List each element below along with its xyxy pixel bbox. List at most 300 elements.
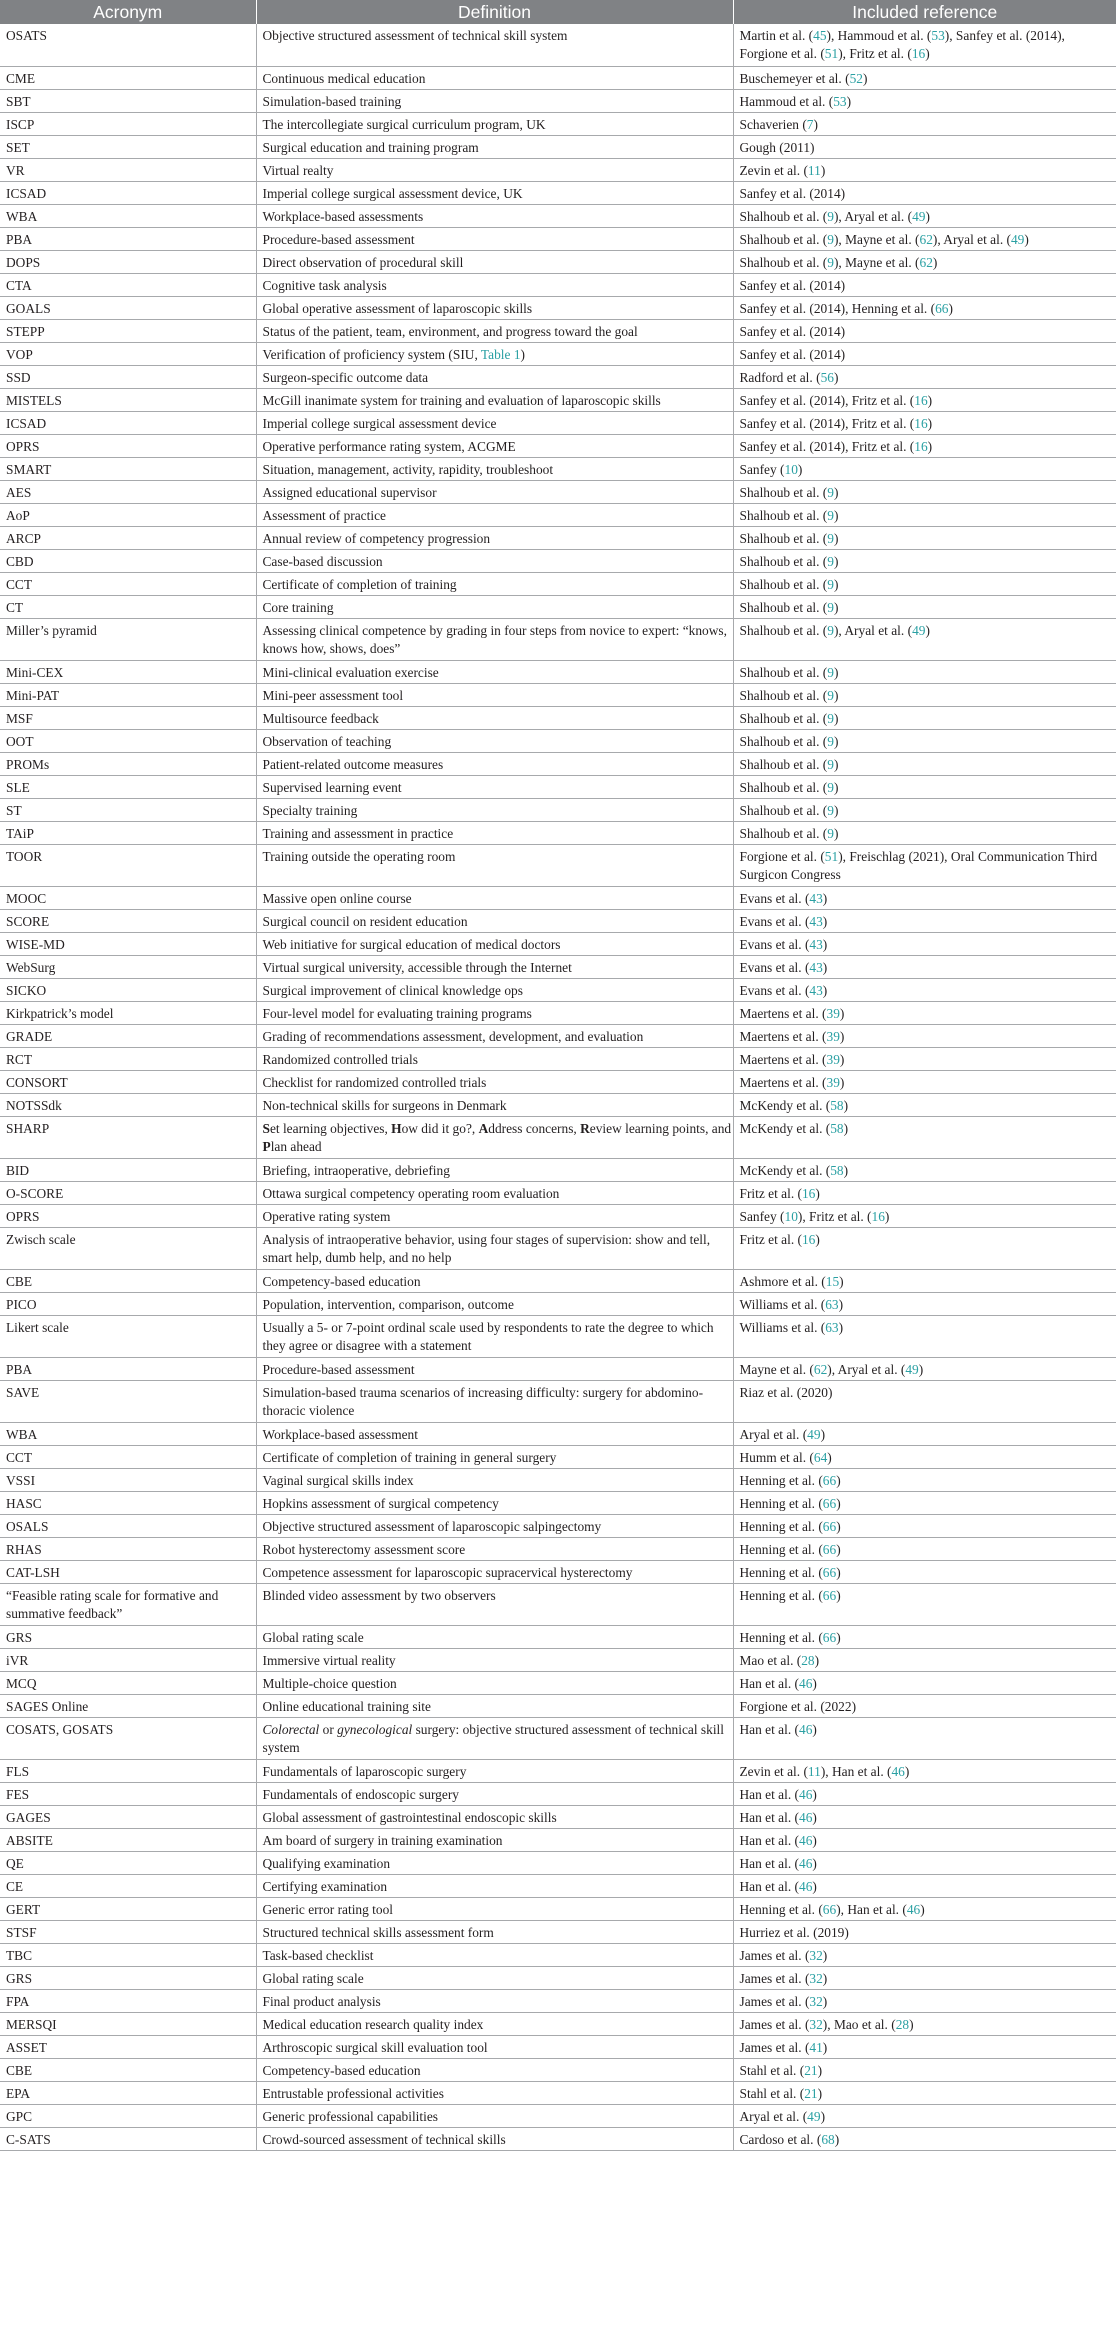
definition-cell: Certificate of completion of training: [256, 572, 733, 595]
citation-link[interactable]: 66: [822, 1629, 837, 1645]
table-row: [0, 1468, 1116, 1491]
citation-link[interactable]: 41: [809, 2039, 823, 2055]
reference-cell: James et al. (32), Mao et al. (28): [733, 2012, 1116, 2035]
reference-cell: Sanfey (10), Fritz et al. (16): [733, 1204, 1116, 1227]
table-row: [0, 1874, 1116, 1897]
reference-cell: Shalhoub et al. (9): [733, 549, 1116, 572]
reference-cell: Shalhoub et al. (9): [733, 526, 1116, 549]
reference-cell: James et al. (32): [733, 1989, 1116, 2012]
definition-cell: Certifying examination: [256, 1874, 733, 1897]
table-row: [0, 1782, 1116, 1805]
acronym-cell: QE: [0, 1851, 256, 1874]
table-row: [0, 821, 1116, 844]
reference-cell: Shalhoub et al. (9): [733, 660, 1116, 683]
definition-cell: Verification of proficiency system (SIU, Table 1): [256, 342, 733, 365]
citation-link[interactable]: 21: [804, 2062, 818, 2078]
definition-cell: Mini-clinical evaluation exercise: [256, 660, 733, 683]
table-row: [0, 526, 1116, 549]
citation-link[interactable]: 66: [822, 1587, 837, 1603]
reference-cell: Williams et al. (63): [733, 1315, 1116, 1357]
definition-cell: Final product analysis: [256, 1989, 733, 2012]
citation-link[interactable]: 49: [807, 2108, 821, 2124]
acronym-cell: ICSAD: [0, 181, 256, 204]
definition-cell: Randomized controlled trials: [256, 1047, 733, 1070]
citation-link[interactable]: 32: [809, 1947, 823, 1963]
definition-cell: Observation of teaching: [256, 729, 733, 752]
table-row: [0, 1315, 1116, 1357]
citation-link[interactable]: 49: [1010, 231, 1025, 247]
table-row: [0, 411, 1116, 434]
acronym-cell: OPRS: [0, 1204, 256, 1227]
citation-link[interactable]: 16: [914, 415, 928, 431]
citation-link[interactable]: 9: [827, 530, 834, 546]
definition-cell: Procedure-based assessment: [256, 1357, 733, 1380]
definition-cell: Structured technical skills assessment form: [256, 1920, 733, 1943]
acronym-cell: TOOR: [0, 844, 256, 886]
table-row: [0, 1292, 1116, 1315]
definition-cell: Colorectal or gynecological surgery: objective structured assessment of technical skill system: [256, 1717, 733, 1759]
acronym-cell: SMART: [0, 457, 256, 480]
definition-cell: Surgeon-specific outcome data: [256, 365, 733, 388]
reference-cell: Shalhoub et al. (9), Aryal et al. (49): [733, 618, 1116, 660]
reference-cell: Henning et al. (66): [733, 1583, 1116, 1625]
citation-link[interactable]: 9: [827, 825, 834, 841]
header-row: [0, 0, 1116, 24]
citation-link[interactable]: 9: [827, 553, 834, 569]
reference-cell: Riaz et al. (2020): [733, 1380, 1116, 1422]
definition-cell: Arthroscopic surgical skill evaluation tool: [256, 2035, 733, 2058]
reference-cell: McKendy et al. (58): [733, 1158, 1116, 1181]
table-row: [0, 1204, 1116, 1227]
definition-cell: Grading of recommendations assessment, development, and evaluation: [256, 1024, 733, 1047]
citation-link[interactable]: 9: [827, 779, 834, 795]
acronym-cell: CT: [0, 595, 256, 618]
acronym-cell: C-SATS: [0, 2127, 256, 2150]
table-row: [0, 2104, 1116, 2127]
definition-cell: Global operative assessment of laparoscopic skills: [256, 296, 733, 319]
definition-cell: Multiple-choice question: [256, 1671, 733, 1694]
citation-link[interactable]: 66: [822, 1518, 837, 1534]
reference-cell: Han et al. (46): [733, 1828, 1116, 1851]
table-row: [0, 227, 1116, 250]
table-row: [0, 250, 1116, 273]
acronym-cell: “Feasible rating scale for formative and summative feedback”: [0, 1583, 256, 1625]
citation-link[interactable]: 9: [827, 622, 834, 638]
acronym-cell: Miller’s pyramid: [0, 618, 256, 660]
citation-link[interactable]: 16: [914, 438, 928, 454]
table-row: [0, 932, 1116, 955]
acronym-cell: CBE: [0, 1269, 256, 1292]
citation-link[interactable]: 16: [871, 1208, 885, 1224]
reference-cell: Sanfey et al. (2014): [733, 342, 1116, 365]
definition-cell: Online educational training site: [256, 1694, 733, 1717]
reference-cell: Sanfey et al. (2014): [733, 273, 1116, 296]
table-row: [0, 1560, 1116, 1583]
citation-link[interactable]: 66: [822, 1541, 837, 1557]
definition-cell: Fundamentals of laparoscopic surgery: [256, 1759, 733, 1782]
reference-cell: Maertens et al. (39): [733, 1024, 1116, 1047]
header-definition: Definition: [256, 0, 733, 24]
definition-cell: Usually a 5- or 7-point ordinal scale used by respondents to rate the degree to which they agree or disagree with a statement: [256, 1315, 733, 1357]
acronym-cell: Mini-PAT: [0, 683, 256, 706]
definition-cell: Training and assessment in practice: [256, 821, 733, 844]
citation-link[interactable]: 53: [833, 93, 847, 109]
definition-cell: Multisource feedback: [256, 706, 733, 729]
definition-cell: Workplace-based assessment: [256, 1422, 733, 1445]
definition-cell: Medical education research quality index: [256, 2012, 733, 2035]
citation-link[interactable]: 9: [827, 756, 834, 772]
acronym-cell: GRS: [0, 1625, 256, 1648]
acronym-cell: SAVE: [0, 1380, 256, 1422]
table-row: [0, 1805, 1116, 1828]
table-row: [0, 135, 1116, 158]
reference-cell: Sanfey et al. (2014), Fritz et al. (16): [733, 434, 1116, 457]
acronym-cell: HASC: [0, 1491, 256, 1514]
citation-link[interactable]: 66: [935, 300, 949, 316]
reference-cell: James et al. (32): [733, 1966, 1116, 1989]
citation-link[interactable]: 58: [830, 1097, 844, 1113]
acronym-cell: CONSORT: [0, 1070, 256, 1093]
citation-link[interactable]: 51: [824, 46, 839, 61]
definition-cell: Status of the patient, team, environment, and progress toward the goal: [256, 319, 733, 342]
citation-link[interactable]: Table 1: [480, 346, 521, 362]
table-row: [0, 2127, 1116, 2150]
citation-link[interactable]: 9: [827, 484, 834, 500]
definition-cell: Checklist for randomized controlled trials: [256, 1070, 733, 1093]
citation-link[interactable]: 16: [911, 46, 926, 61]
definition-cell: Specialty training: [256, 798, 733, 821]
acronym-cell: TAiP: [0, 821, 256, 844]
definition-cell: Generic error rating tool: [256, 1897, 733, 1920]
table-row: [0, 1828, 1116, 1851]
reference-cell: Shalhoub et al. (9): [733, 503, 1116, 526]
citation-link[interactable]: 43: [809, 959, 823, 975]
citation-link[interactable]: 49: [912, 622, 926, 638]
acronym-cell: Mini-CEX: [0, 660, 256, 683]
reference-cell: Fritz et al. (16): [733, 1181, 1116, 1204]
acronym-cell: ICSAD: [0, 411, 256, 434]
definition-cell: Certificate of completion of training in general surgery: [256, 1445, 733, 1468]
definition-cell: Task-based checklist: [256, 1943, 733, 1966]
definition-cell: Four-level model for evaluating training programs: [256, 1001, 733, 1024]
citation-link[interactable]: 39: [826, 1005, 840, 1021]
table-row: [0, 1380, 1116, 1422]
table-row: [0, 204, 1116, 227]
reference-cell: Ashmore et al. (15): [733, 1269, 1116, 1292]
citation-link[interactable]: 46: [799, 1721, 813, 1737]
table-row: [0, 1445, 1116, 1468]
citation-link[interactable]: 39: [826, 1074, 840, 1090]
citation-link[interactable]: 52: [849, 70, 863, 86]
table-row: [0, 886, 1116, 909]
citation-link[interactable]: 28: [801, 1652, 815, 1668]
definition-cell: Fundamentals of endoscopic surgery: [256, 1782, 733, 1805]
reference-cell: Evans et al. (43): [733, 932, 1116, 955]
reference-cell: Han et al. (46): [733, 1805, 1116, 1828]
table-row: [0, 24, 1116, 66]
reference-cell: Shalhoub et al. (9): [733, 798, 1116, 821]
citation-link[interactable]: 9: [827, 507, 834, 523]
citation-link[interactable]: 9: [827, 687, 834, 703]
table-row: [0, 1759, 1116, 1782]
acronym-cell: OOT: [0, 729, 256, 752]
citation-link[interactable]: 32: [809, 1970, 823, 1986]
citation-link[interactable]: 9: [827, 576, 834, 592]
citation-link[interactable]: 66: [822, 1901, 837, 1917]
table-row: [0, 1966, 1116, 1989]
reference-cell: Sanfey et al. (2014), Henning et al. (66): [733, 296, 1116, 319]
citation-link[interactable]: 11: [807, 162, 821, 178]
citation-link[interactable]: 66: [822, 1495, 837, 1511]
citation-link[interactable]: 66: [822, 1472, 837, 1488]
definition-cell: Competency-based education: [256, 1269, 733, 1292]
table-row: [0, 595, 1116, 618]
acronym-cell: BID: [0, 1158, 256, 1181]
reference-cell: Stahl et al. (21): [733, 2081, 1116, 2104]
acronym-cell: EPA: [0, 2081, 256, 2104]
citation-link[interactable]: 43: [809, 982, 823, 998]
citation-link[interactable]: 16: [801, 1185, 816, 1201]
citation-link[interactable]: 58: [830, 1162, 844, 1178]
reference-cell: Henning et al. (66): [733, 1468, 1116, 1491]
citation-link[interactable]: 46: [799, 1675, 813, 1691]
citation-link[interactable]: 9: [827, 254, 834, 270]
citation-link[interactable]: 10: [784, 461, 798, 477]
table-row: [0, 1920, 1116, 1943]
citation-link[interactable]: 64: [813, 1449, 828, 1465]
definition-cell: Workplace-based assessments: [256, 204, 733, 227]
citation-link[interactable]: 9: [827, 599, 834, 615]
acronym-cell: TBC: [0, 1943, 256, 1966]
reference-cell: Gough (2011): [733, 135, 1116, 158]
citation-link[interactable]: 62: [813, 1361, 828, 1377]
table-row: [0, 798, 1116, 821]
acronym-cell: SHARP: [0, 1116, 256, 1158]
table-row: [0, 181, 1116, 204]
acronym-cell: NOTSSdk: [0, 1093, 256, 1116]
table-row: [0, 158, 1116, 181]
definition-cell: Situation, management, activity, rapidity, troubleshoot: [256, 457, 733, 480]
reference-cell: Evans et al. (43): [733, 978, 1116, 1001]
acronym-cell: GPC: [0, 2104, 256, 2127]
citation-link[interactable]: 39: [826, 1051, 840, 1067]
acronym-cell: WISE-MD: [0, 932, 256, 955]
citation-link[interactable]: 49: [807, 1426, 821, 1442]
citation-link[interactable]: 46: [906, 1901, 921, 1917]
reference-cell: Zevin et al. (11), Han et al. (46): [733, 1759, 1116, 1782]
reference-cell: Radford et al. (56): [733, 365, 1116, 388]
table-row: [0, 618, 1116, 660]
table-row: [0, 1514, 1116, 1537]
citation-link[interactable]: 58: [830, 1120, 844, 1136]
citation-link[interactable]: 16: [801, 1231, 816, 1247]
definition-cell: Am board of surgery in training examination: [256, 1828, 733, 1851]
citation-link[interactable]: 49: [905, 1361, 919, 1377]
reference-cell: Sanfey et al. (2014): [733, 319, 1116, 342]
reference-cell: Henning et al. (66): [733, 1560, 1116, 1583]
acronym-cell: CBD: [0, 549, 256, 572]
table-row: [0, 572, 1116, 595]
reference-cell: Fritz et al. (16): [733, 1227, 1116, 1269]
reference-cell: Shalhoub et al. (9): [733, 572, 1116, 595]
table-row: [0, 1897, 1116, 1920]
reference-cell: Maertens et al. (39): [733, 1001, 1116, 1024]
citation-link[interactable]: 49: [912, 208, 926, 224]
table-row: [0, 1024, 1116, 1047]
acronym-cell: FES: [0, 1782, 256, 1805]
reference-cell: Sanfey et al. (2014), Fritz et al. (16): [733, 388, 1116, 411]
definition-cell: Core training: [256, 595, 733, 618]
citation-link[interactable]: 62: [919, 231, 933, 247]
acronym-cell: Kirkpatrick’s model: [0, 1001, 256, 1024]
citation-link[interactable]: 51: [824, 848, 839, 864]
reference-cell: Williams et al. (63): [733, 1292, 1116, 1315]
citation-link[interactable]: 9: [827, 733, 834, 749]
definition-cell: Competence assessment for laparoscopic supracervical hysterectomy: [256, 1560, 733, 1583]
acronym-cell: SSD: [0, 365, 256, 388]
reference-cell: Buschemeyer et al. (52): [733, 66, 1116, 89]
table-row: [0, 2035, 1116, 2058]
citation-link[interactable]: 32: [809, 2016, 823, 2032]
citation-link[interactable]: 45: [813, 28, 827, 43]
citation-link[interactable]: 66: [822, 1564, 837, 1580]
citation-link[interactable]: 46: [799, 1878, 813, 1894]
acronym-cell: OSALS: [0, 1514, 256, 1537]
acronym-cell: SLE: [0, 775, 256, 798]
acronym-cell: ISCP: [0, 112, 256, 135]
definition-cell: Immersive virtual reality: [256, 1648, 733, 1671]
citation-link[interactable]: 11: [807, 1763, 821, 1779]
definition-cell: Crowd-sourced assessment of technical skills: [256, 2127, 733, 2150]
table-row: [0, 1537, 1116, 1560]
acronym-cell: SAGES Online: [0, 1694, 256, 1717]
citation-link[interactable]: 53: [931, 28, 945, 43]
reference-cell: Shalhoub et al. (9): [733, 821, 1116, 844]
citation-link[interactable]: 9: [827, 802, 834, 818]
table-row: [0, 775, 1116, 798]
citation-link[interactable]: 43: [809, 936, 823, 952]
citation-link[interactable]: 63: [825, 1319, 839, 1335]
table-row: [0, 388, 1116, 411]
citation-link[interactable]: 39: [826, 1028, 840, 1044]
acronym-cell: MERSQI: [0, 2012, 256, 2035]
table-row: [0, 1158, 1116, 1181]
reference-cell: Hurriez et al. (2019): [733, 1920, 1116, 1943]
definition-cell: Web initiative for surgical education of medical doctors: [256, 932, 733, 955]
acronym-cell: GOALS: [0, 296, 256, 319]
reference-cell: Shalhoub et al. (9): [733, 752, 1116, 775]
acronym-cell: VR: [0, 158, 256, 181]
table-header: [0, 0, 1116, 24]
reference-cell: Han et al. (46): [733, 1717, 1116, 1759]
table-row: [0, 706, 1116, 729]
citation-link[interactable]: 46: [799, 1786, 813, 1802]
table-row: [0, 365, 1116, 388]
definition-cell: Assessing clinical competence by grading in four steps from novice to expert: “knows, knows how, shows, does”: [256, 618, 733, 660]
reference-cell: Evans et al. (43): [733, 955, 1116, 978]
definition-cell: Ottawa surgical competency operating room evaluation: [256, 1181, 733, 1204]
acronym-cell: OSATS: [0, 24, 256, 66]
definition-cell: Imperial college surgical assessment device, UK: [256, 181, 733, 204]
reference-cell: James et al. (41): [733, 2035, 1116, 2058]
citation-link[interactable]: 9: [827, 664, 834, 680]
acronym-cell: ARCP: [0, 526, 256, 549]
citation-link[interactable]: 9: [827, 710, 834, 726]
citation-link[interactable]: 21: [804, 2085, 818, 2101]
acronym-cell: SBT: [0, 89, 256, 112]
citation-link[interactable]: 28: [895, 2016, 910, 2032]
citation-link[interactable]: 32: [809, 1993, 823, 2009]
citation-link[interactable]: 68: [821, 2131, 835, 2147]
definition-cell: Global assessment of gastrointestinal endoscopic skills: [256, 1805, 733, 1828]
reference-cell: Mao et al. (28): [733, 1648, 1116, 1671]
acronym-cell: FLS: [0, 1759, 256, 1782]
citation-link[interactable]: 9: [827, 208, 834, 224]
header-included-reference: Included reference: [733, 0, 1116, 24]
citation-link[interactable]: 62: [919, 254, 933, 270]
reference-cell: Hammoud et al. (53): [733, 89, 1116, 112]
definition-cell: Virtual surgical university, accessible through the Internet: [256, 955, 733, 978]
table-row: [0, 1648, 1116, 1671]
citation-link[interactable]: 43: [809, 913, 823, 929]
reference-cell: Shalhoub et al. (9), Mayne et al. (62): [733, 250, 1116, 273]
citation-link[interactable]: 46: [799, 1855, 813, 1871]
citation-link[interactable]: 15: [825, 1273, 840, 1289]
definition-cell: Operative performance rating system, ACGME: [256, 434, 733, 457]
citation-link[interactable]: 46: [799, 1832, 813, 1848]
definition-cell: Cognitive task analysis: [256, 273, 733, 296]
acronym-cell: STSF: [0, 1920, 256, 1943]
reference-cell: Shalhoub et al. (9), Mayne et al. (62), Aryal et al. (49): [733, 227, 1116, 250]
table-row: [0, 1625, 1116, 1648]
acronym-cell: WBA: [0, 204, 256, 227]
table-row: [0, 1671, 1116, 1694]
definition-cell: Surgical improvement of clinical knowledge ops: [256, 978, 733, 1001]
citation-link[interactable]: 16: [914, 392, 928, 408]
citation-link[interactable]: 9: [827, 231, 834, 247]
reference-cell: Henning et al. (66): [733, 1537, 1116, 1560]
reference-cell: Zevin et al. (11): [733, 158, 1116, 181]
acronym-cell: STEPP: [0, 319, 256, 342]
definition-cell: Assessment of practice: [256, 503, 733, 526]
citation-link[interactable]: 10: [784, 1208, 798, 1224]
citation-link[interactable]: 7: [806, 116, 814, 132]
acronym-cell: CTA: [0, 273, 256, 296]
table-row: [0, 2012, 1116, 2035]
reference-cell: Shalhoub et al. (9): [733, 729, 1116, 752]
header-acronym: Acronym: [0, 0, 256, 24]
citation-link[interactable]: 46: [799, 1809, 813, 1825]
acronym-cell: MOOC: [0, 886, 256, 909]
citation-link[interactable]: 63: [825, 1296, 839, 1312]
citation-link[interactable]: 43: [809, 890, 823, 906]
citation-link[interactable]: 56: [820, 369, 834, 385]
table-row: [0, 683, 1116, 706]
reference-cell: Forgione et al. (2022): [733, 1694, 1116, 1717]
definition-cell: Set learning objectives, How did it go?, Address concerns, Review learning points, and Plan ahead: [256, 1116, 733, 1158]
reference-cell: Sanfey et al. (2014), Fritz et al. (16): [733, 411, 1116, 434]
citation-link[interactable]: 46: [891, 1763, 905, 1779]
reference-cell: Han et al. (46): [733, 1782, 1116, 1805]
definition-cell: Non-technical skills for surgeons in Denmark: [256, 1093, 733, 1116]
reference-cell: Han et al. (46): [733, 1851, 1116, 1874]
acronym-cell: VOP: [0, 342, 256, 365]
reference-cell: Forgione et al. (51), Freischlag (2021), Oral Communication Third Surgicon Congress: [733, 844, 1116, 886]
reference-cell: Schaverien (7): [733, 112, 1116, 135]
table-row: [0, 1227, 1116, 1269]
table-row: [0, 1694, 1116, 1717]
definition-cell: Briefing, intraoperative, debriefing: [256, 1158, 733, 1181]
